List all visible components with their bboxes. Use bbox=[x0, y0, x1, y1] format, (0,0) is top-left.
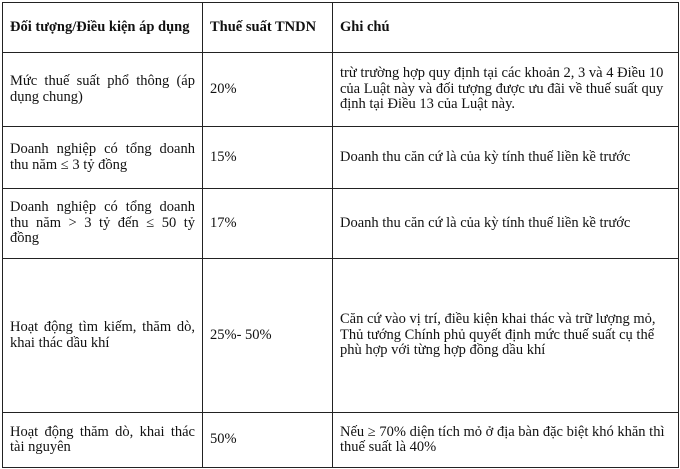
table-row bbox=[3, 189, 679, 259]
table-row bbox=[3, 127, 679, 189]
row-note: Doanh thu căn cứ là của kỳ tính thuế liền kề trước bbox=[333, 127, 679, 189]
table-row bbox=[3, 413, 679, 468]
row-rate: 25%- 50% bbox=[203, 259, 333, 413]
table-header-row bbox=[3, 3, 679, 53]
row-subject: Doanh nghiệp có tổng doanh thu năm > 3 tỷ đến ≤ 50 tỷ đồng bbox=[3, 189, 203, 259]
row-note: Căn cứ vào vị trí, điều kiện khai thác và trữ lượng mỏ, Thủ tướng Chính phủ quyết định mức thuế suất cụ thể phù hợp với từng hợp đồng dầu khí bbox=[333, 259, 679, 413]
row-subject: Doanh nghiệp có tổng doanh thu năm ≤ 3 tỷ đồng bbox=[3, 127, 203, 189]
table-row bbox=[3, 53, 679, 127]
header-rate: Thuế suất TNDN bbox=[203, 3, 333, 53]
row-note: Nếu ≥ 70% diện tích mỏ ở địa bàn đặc biệt khó khăn thì thuế suất là 40% bbox=[333, 413, 679, 468]
header-subject: Đối tượng/Điều kiện áp dụng bbox=[3, 3, 203, 53]
tax-rate-table bbox=[2, 2, 679, 468]
row-rate: 17% bbox=[203, 189, 333, 259]
row-subject: Hoạt động thăm dò, khai thác tài nguyên bbox=[3, 413, 203, 468]
row-note: Doanh thu căn cứ là của kỳ tính thuế liền kề trước bbox=[333, 189, 679, 259]
row-rate: 15% bbox=[203, 127, 333, 189]
row-note: trừ trường hợp quy định tại các khoản 2, 3 và 4 Điều 10 của Luật này và đối tượng được ưu đãi về thuế suất quy định tại Điều 13 của Luật này. bbox=[333, 53, 679, 127]
row-subject: Hoạt động tìm kiếm, thăm dò, khai thác dầu khí bbox=[3, 259, 203, 413]
row-rate: 20% bbox=[203, 53, 333, 127]
table-row bbox=[3, 259, 679, 413]
header-note: Ghi chú bbox=[333, 3, 679, 53]
row-subject: Mức thuế suất phổ thông (áp dụng chung) bbox=[3, 53, 203, 127]
row-rate: 50% bbox=[203, 413, 333, 468]
